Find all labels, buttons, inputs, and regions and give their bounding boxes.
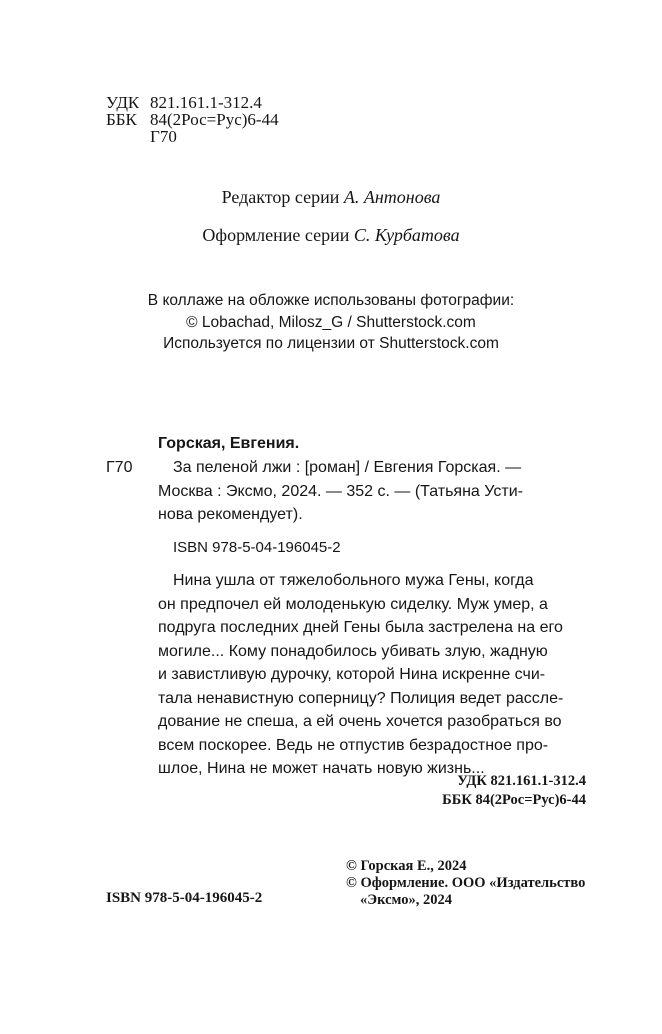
photo-credit-line-3: Используется по лицензии от Shutterstock.com <box>163 335 499 352</box>
copyright-design-line-2: «Эксмо», 2024 <box>360 892 452 908</box>
footer-isbn: ISBN 978-5-04-196045-2 <box>106 890 263 906</box>
series-design <box>0 224 662 246</box>
catalog-author-mark: Г70 <box>106 459 133 476</box>
photo-credit-line-1: В коллаже на обложке использованы фотографии: <box>147 292 515 309</box>
copyright-author: © Горская Е., 2024 <box>346 858 467 874</box>
bbk-value: 84(2Рос=Рус)6-44 <box>150 110 279 129</box>
catalog-author: Горская, Евгения. <box>158 435 300 452</box>
annotation-line: и завистливую дурочку, которой Нина искренне счи- <box>158 666 546 683</box>
catalog-isbn: ISBN 978-5-04-196045-2 <box>173 539 341 556</box>
udk-label: УДК <box>106 93 140 112</box>
annotation-paragraph <box>158 569 563 781</box>
series-design-name: С. Курбатова <box>353 225 460 245</box>
author-mark-top: Г70 <box>150 127 177 146</box>
series-design-prefix: Оформление серии <box>202 225 350 245</box>
series-editor-prefix: Редактор серии <box>221 187 340 207</box>
series-editor-name: А. Антонова <box>343 187 441 207</box>
udk-value: 821.161.1-312.4 <box>150 93 262 112</box>
annotation-line: шлое, Нина не может начать новую жизнь... <box>158 760 485 777</box>
index-bbk: ББК 84(2Рос=Рус)6-44 <box>442 792 586 808</box>
photo-credit-line-2: © Lobachad, Milosz_G / Shutterstock.com <box>186 314 476 331</box>
annotation-line: всем поскорее. Ведь не отпустив безрадостное про- <box>158 736 549 754</box>
series-editor <box>0 186 662 208</box>
bbk-label: ББК <box>106 110 137 129</box>
catalog-line-1: За пеленой лжи : [роман] / Евгения Горская. — <box>173 459 522 476</box>
catalog-line-2: Москва : Эксмо, 2024. — 352 с. — (Татьяна Усти- <box>158 483 523 500</box>
annotation-line: дование не спеша, а ей очень хочется разобраться во <box>158 713 562 730</box>
annotation-line: он предпочел ей молоденькую сиделку. Муж умер, а <box>158 595 548 613</box>
copyright-design-line-1: © Оформление. ООО «Издательство <box>346 875 586 891</box>
index-udk: УДК 821.161.1-312.4 <box>457 773 586 789</box>
annotation-line: подруга последних дней Гены была застрелена на его <box>158 619 563 636</box>
annotation-line: тала ненавистную соперницу? Полиция ведет рассле- <box>158 689 564 707</box>
catalog-line-3: нова рекомендует). <box>158 506 303 523</box>
annotation-line: могиле... Кому понадобилось убивать злую, жадную <box>158 642 548 660</box>
annotation-line: Нина ушла от тяжелобольного мужа Гены, когда <box>173 572 534 589</box>
